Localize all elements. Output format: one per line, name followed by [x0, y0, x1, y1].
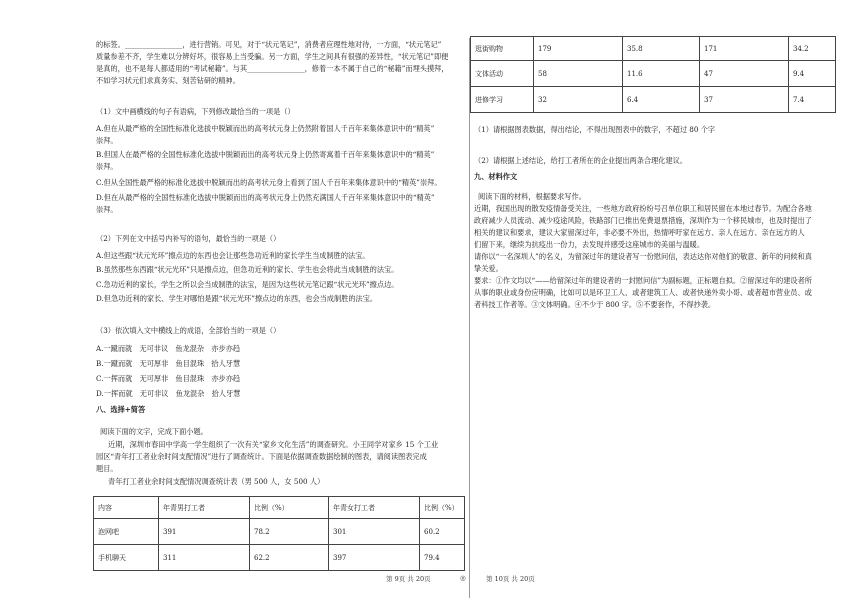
table-header-cell: 内容 — [94, 497, 159, 519]
table-cell: 397 — [329, 545, 420, 571]
section-9-line-5: 们留下来，继续为抗疫出一份力，去发现并感受这座城市的美丽与温暖。 — [474, 240, 705, 249]
table-cell: 进修学习 — [471, 87, 534, 113]
table-cell: 79.4 — [420, 545, 465, 571]
right-q2: （2）请根据上述结论，给打工者所在的企业提出两条合理化建议。 — [474, 156, 688, 165]
table-cell: 78.2 — [250, 519, 329, 545]
table-header-cell: 比例（%） — [420, 497, 465, 519]
table-cell: 58 — [534, 61, 623, 87]
section-9-line-8: 要求：①作文均以“——给留深过年的建设者的一封慰问信”为副标题，正标题自拟。②留深过年的建设者所 — [474, 276, 812, 285]
table-cell: 7.4 — [789, 87, 836, 113]
column-divider — [469, 38, 470, 598]
table-cell: 37 — [700, 87, 789, 113]
table-row — [94, 519, 465, 545]
table-cell: 11.6 — [623, 61, 700, 87]
right-q1: （1）请根据图表数据，得出结论，不得出现图表中的数字，不超过 80 个字 — [474, 125, 716, 134]
table-caption: 青年打工者业余时间支配情况调查统计表（男 500 人，女 500 人） — [108, 477, 325, 486]
intro-line-4: 不如学习状元们求真务实、刻苦钻研的精神。 — [96, 76, 240, 85]
table-cell: 179 — [534, 37, 623, 61]
table-cell: 手机聊天 — [94, 545, 159, 571]
section-8-line-4: 题目。 — [96, 464, 118, 473]
q1-option-a: A.但在从最严格的全国性标准化选拔中脱颖而出的高考状元身上仍然附着国人千百年来集体意识中的“精英” — [96, 124, 435, 133]
section-9-line-2: 近期，我国出现的散发疫情备受关注，一些地方政府纷纷号召单位职工和居民留在本地过春节。为配合各地 — [474, 204, 812, 213]
q2-option-a: A.但这些跟“状元光环”擦点边的东西也会让那些急功近利的家长学生当成制胜的法宝。 — [96, 251, 370, 260]
q3-option-b: B.一蹴而就 无可厚非 鱼目混珠 拾人牙慧 — [96, 359, 241, 368]
table-row — [471, 87, 836, 113]
table-cell: 文体活动 — [471, 61, 534, 87]
table-cell: 391 — [159, 519, 250, 545]
table-cell: 32 — [534, 87, 623, 113]
q1-option-a-cont: 崇拜。 — [96, 136, 118, 145]
binding-mark: ◎ — [460, 574, 466, 582]
table-cell: 6.4 — [623, 87, 700, 113]
table-row — [471, 61, 836, 87]
section-9-line-10: 者科技工作者等。③文体明确。④不少于 800 字。⑤不要套作，不得抄袭。 — [474, 300, 716, 309]
q2-stem: （2）下列在文中括号内补写的语句，最恰当的一项是（） — [96, 234, 281, 243]
q1-stem: （1）文中画横线的句子有语病，下列修改最恰当的一项是（） — [96, 107, 295, 116]
table-cell: 47 — [700, 61, 789, 87]
section-8-line-2: 近期，深圳市春田中学高一学生组织了一次有关“家乡文化生活”的调查研究。小王同学对家乡 15 个工业 — [108, 440, 439, 449]
table-cell: 301 — [329, 519, 420, 545]
q3-option-a: A.一蹴而就 无可非议 鱼龙混杂 亦步亦趋 — [96, 344, 241, 353]
page-number-right: 第 10页 共 20页 — [486, 575, 535, 583]
table-header-cell: 比例（%） — [250, 497, 329, 519]
section-9-line-3: 政府减少人员流动、减少疫途风险，铁路部门已推出免费退票措施，深圳作为一个移民城市，也及时提出了 — [474, 216, 812, 225]
q1-option-d-cont: 崇拜。 — [96, 205, 118, 214]
q3-option-c: C.一挥而就 无可厚非 鱼目混珠 亦步亦趋 — [96, 374, 241, 383]
q1-option-b: B.但国人在最严格的全国性标准化选拔中脱颖而出的高考状元身上仍然寄寓着千百年来集体意识中的“精英” — [96, 150, 435, 159]
q3-option-d: D.一挥而就 无可非议 鱼龙混杂 拾人牙慧 — [96, 389, 241, 398]
intro-line-2: 质量参差不齐，学生难以分辨好坏，很容易上当受骗。另一方面，学生之间具有很强的差异性，“状元笔记”即便 — [96, 52, 449, 61]
table-cell: 60.2 — [420, 519, 465, 545]
section-9-line-1: 阅读下面的材料，根据要求写作。 — [478, 192, 586, 201]
table-cell: 9.4 — [789, 61, 836, 87]
q2-option-b: B.虽然那些东西跟“状元光环”只是擦点边，但急功近利的家长、学生也会将此当成制胜的法宝。 — [96, 265, 399, 274]
table-cell: 34.2 — [789, 37, 836, 61]
section-9-line-7: 挚关爱。 — [474, 264, 503, 273]
table-header-cell: 年青男打工者 — [159, 497, 250, 519]
table-cell: 35.8 — [623, 37, 700, 61]
intro-line-3: 是真的，也不是每人都适用的“考试秘籍”。与其________________，修着一本不属于自己的“秘籍”而埋头摸拜， — [96, 64, 449, 73]
section-8-line-3: 园区“青年打工者业余时间支配情况”进行了调查统计。下面是依据调查数据绘制的图表，请阅读图表完成 — [96, 452, 427, 461]
section-9-line-4: 相关的建议和要求，建议大家留深过年，非必要不外出，热情呼吁家在远方、亲人在远方、亲在远方的人 — [474, 228, 805, 237]
table-cell: 泡网吧 — [94, 519, 159, 545]
section-9-line-9: 从事的职业或身份应明确，比如可以是环卫工人、或者建筑工人、或者快递外卖小哥、或者超市营业员、或 — [474, 288, 812, 297]
q1-option-d: D.但在从最严格的全国性标准化选拔中脱颖而出的高考状元身上仍然充满国人千百年来集体意识中的“精英” — [96, 193, 435, 202]
table-row — [94, 545, 465, 571]
table-cell: 62.2 — [250, 545, 329, 571]
table-row — [471, 37, 836, 61]
table-cell: 311 — [159, 545, 250, 571]
intro-line-1: 的标签。________________，进行营销。可见，对于“状元笔记”，消费者应理性地对待，一方面，“状元笔记” — [96, 40, 442, 49]
q1-option-c: C.但从全国性最严格的标准化选拔中脱颖而出的高考状元身上看到了国人千百年来集体意识中的“精英”崇拜。 — [96, 178, 442, 187]
survey-table-part-2 — [470, 36, 836, 113]
q2-option-d: D.但急功近利的家长、学生对哪怕是跟“状元光环”擦点边的东西，也会当成制胜的法宝。 — [96, 294, 378, 303]
section-9-line-6: 请你以“一名深圳人”的名义，为留深过年的建设者写一份慰问信，表达达你对他们的敬意、新年的问候和真 — [474, 252, 812, 261]
section-8-title: 八、选择+简答 — [96, 405, 146, 414]
section-8-line-1: 阅读下面的文字，完成下面小题。 — [100, 427, 208, 436]
table-header-cell: 年青女打工者 — [329, 497, 420, 519]
survey-table-part-1 — [93, 496, 465, 571]
page-number-left: 第 9页 共 20页 — [386, 575, 431, 583]
table-header-row — [94, 497, 465, 519]
q1-option-b-cont: 崇拜。 — [96, 162, 118, 171]
section-9-title: 九、材料作文 — [474, 172, 518, 181]
table-cell: 171 — [700, 37, 789, 61]
table-cell: 逛街购物 — [471, 37, 534, 61]
q2-option-c: C.急功近利的家长，学生之所以会当成制胜的法宝，是因为这些状元笔记跟“状元光环”擦点边。 — [96, 280, 399, 289]
q3-stem: （3）依次填入文中横线上的成语，全部恰当的一项是（） — [96, 326, 281, 335]
